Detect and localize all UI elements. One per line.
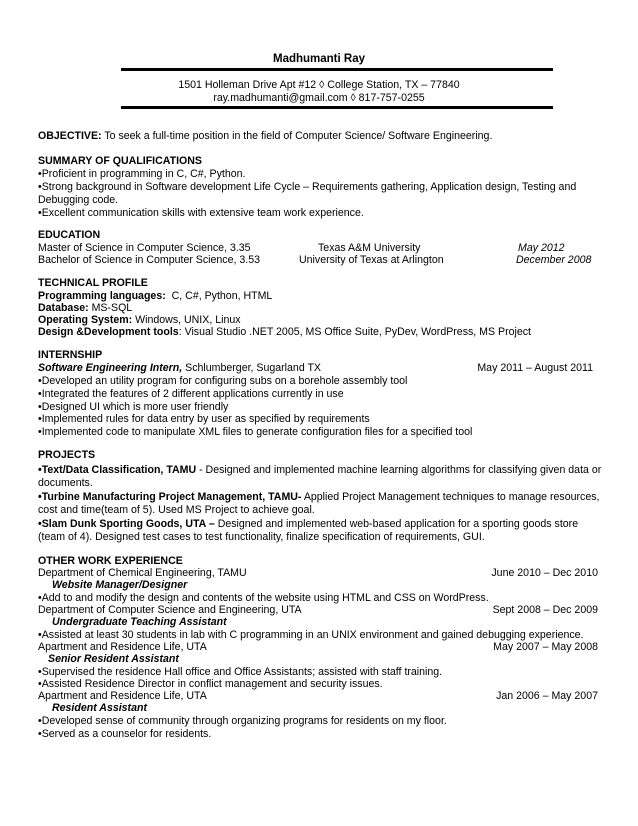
- section-heading-work: OTHER WORK EXPERIENCE: [38, 555, 183, 567]
- project-desc-cont: cost and time(team of 5). Used MS Project to achieve goal.: [38, 504, 315, 516]
- summary-item: Debugging code.: [38, 194, 119, 206]
- objective: [38, 130, 492, 143]
- section-heading-technical: TECHNICAL PROFILE: [38, 277, 148, 289]
- header-rule-bottom: [121, 106, 553, 109]
- work-dates: Sept 2008 – Dec 2009: [492, 604, 598, 616]
- section-heading-education: EDUCATION: [38, 229, 101, 241]
- summary-item: •Proficient in programming in C, C#, Python.: [38, 168, 246, 180]
- project-desc: - Designed and implemented machine learning algorithms for classifying given data or: [196, 464, 602, 476]
- technical-row: [38, 326, 531, 339]
- work-item: •Served as a counselor for residents.: [38, 728, 212, 740]
- internship-title-line: [38, 362, 321, 375]
- project-item: [38, 491, 599, 504]
- project-title: •Text/Data Classification, TAMU: [38, 464, 197, 476]
- work-org: Department of Chemical Engineering, TAMU: [38, 567, 247, 579]
- header-rule-top: [121, 68, 553, 71]
- technical-value: MS-SQL: [88, 302, 133, 314]
- work-dates: Jan 2006 – May 2007: [496, 690, 598, 702]
- work-role: Website Manager/Designer: [52, 579, 188, 591]
- work-role: Resident Assistant: [52, 702, 147, 714]
- education-degree: Master of Science in Computer Science, 3.35: [38, 242, 251, 254]
- work-item: •Assisted Residence Director in conflict management and security issues.: [38, 678, 383, 690]
- project-desc-cont: (team of 4). Designed test cases to test functionality, finalize specification of requirements, GUI.: [38, 531, 485, 543]
- work-item: •Developed sense of community through organizing programs for residents on my floor.: [38, 715, 447, 727]
- internship-dates: May 2011 – August 2011: [477, 362, 593, 374]
- project-title: •Slam Dunk Sporting Goods, UTA –: [38, 518, 215, 530]
- project-item: [38, 518, 578, 531]
- internship-company: Schlumberger, Sugarland TX: [182, 362, 321, 374]
- section-heading-internship: INTERNSHIP: [38, 349, 103, 361]
- resume-name: Madhumanti Ray: [272, 53, 365, 65]
- work-dates: May 2007 – May 2008: [493, 641, 598, 653]
- internship-item: •Integrated the features of 2 different applications currently in use: [38, 388, 344, 400]
- work-item: •Add to and modify the design and contents of the website using HTML and CSS on WordPress.: [38, 592, 489, 604]
- education-school: Texas A&M University: [318, 242, 421, 254]
- project-desc-cont: documents.: [38, 477, 93, 489]
- address-line: 1501 Holleman Drive Apt #12 ◊ College Station, TX – 77840: [178, 79, 460, 91]
- summary-item: •Strong background in Software development Life Cycle – Requirements gathering, Application design, Testing and: [38, 181, 577, 193]
- work-item: •Supervised the residence Hall office and Office Assistants; assisted with staff training.: [38, 666, 443, 678]
- project-desc: Applied Project Management techniques to manage resources,: [301, 491, 600, 503]
- internship-title: Software Engineering Intern,: [38, 362, 183, 374]
- technical-value: C, C#, Python, HTML: [165, 290, 273, 302]
- technical-value: Windows, UNIX, Linux: [132, 314, 241, 326]
- technical-label: Design &Development tools: [38, 326, 179, 338]
- technical-label: Operating System:: [38, 314, 133, 326]
- work-org: Apartment and Residence Life, UTA: [38, 690, 207, 702]
- internship-item: •Developed an utility program for configuring subs on a borehole assembly tool: [38, 375, 408, 387]
- project-item: [38, 464, 601, 477]
- internship-item: •Implemented code to manipulate XML files to generate configuration files for a specified tool: [38, 426, 473, 438]
- work-item: •Assisted at least 30 students in lab with C programming in an UNIX environment and gained debugging experience.: [38, 629, 584, 641]
- work-org: Apartment and Residence Life, UTA: [38, 641, 207, 653]
- internship-item: •Implemented rules for data entry by user as specified by requirements: [38, 413, 370, 425]
- education-degree: Bachelor of Science in Computer Science, 3.53: [38, 254, 261, 266]
- internship-item: •Designed UI which is more user friendly: [38, 401, 229, 413]
- education-date: December 2008: [516, 254, 592, 266]
- education-date: May 2012: [518, 242, 565, 254]
- work-role: Undergraduate Teaching Assistant: [52, 616, 227, 628]
- technical-label: Programming languages:: [38, 290, 166, 302]
- work-role: Senior Resident Assistant: [48, 653, 179, 665]
- section-heading-projects: PROJECTS: [38, 449, 96, 461]
- technical-value: : Visual Studio .NET 2005, MS Office Suite, PyDev, WordPress, MS Project: [178, 326, 531, 338]
- education-school: University of Texas at Arlington: [299, 254, 444, 266]
- contact-line: ray.madhumanti@gmail.com ◊ 817-757-0255: [213, 92, 425, 104]
- section-heading-summary: SUMMARY OF QUALIFICATIONS: [38, 155, 203, 167]
- technical-label: Database:: [38, 302, 89, 314]
- project-desc: Designed and implemented web-based application for a sporting goods store: [214, 518, 579, 530]
- work-org: Department of Computer Science and Engineering, UTA: [38, 604, 302, 616]
- work-dates: June 2010 – Dec 2010: [491, 567, 598, 579]
- objective-label: OBJECTIVE:: [38, 130, 102, 142]
- summary-item: •Excellent communication skills with extensive team work experience.: [38, 207, 364, 219]
- objective-text: To seek a full-time position in the field of Computer Science/ Software Engineering.: [101, 130, 493, 142]
- project-title: •Turbine Manufacturing Project Management, TAMU-: [38, 491, 302, 503]
